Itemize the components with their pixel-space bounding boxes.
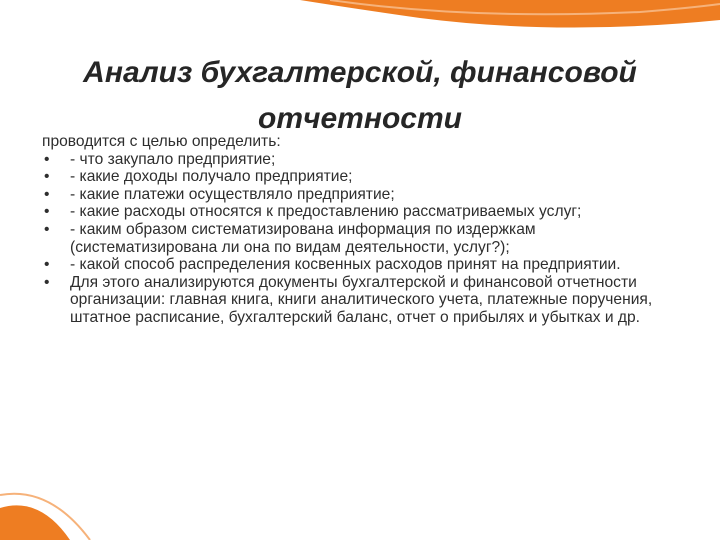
top-orange-thin-swoosh [330,0,720,14]
top-orange-swoosh [300,0,720,28]
bottom-orange-swoosh [0,505,70,540]
slide-body [42,133,682,327]
slide-title [40,50,680,142]
list-item-text: - какие доходы получало предприятие; [70,168,353,186]
intro-text: проводится с целью определить: [42,133,281,150]
list-item-text: - что закупало предприятие; [70,150,276,168]
slide-title-line-1: Анализ бухгалтерской, финансовой [83,56,637,90]
list-item [42,151,682,169]
bullet-dot-icon: • [44,256,50,274]
list-item-text: Для этого анализируются документы бухгалтерской и финансовой отчетности организации: главная книга, книги аналитического учета, платежные поручения, штатное расписание, бухгалтерский баланс, отчет о прибылях и убытках и др. [70,273,653,326]
bullet-dot-icon: • [44,168,50,186]
list-item [42,256,682,274]
list-item [42,186,682,204]
bullet-dot-icon: • [44,185,50,203]
list-item [42,221,682,256]
list-item-text: - какие платежи осуществляло предприятие; [70,185,395,203]
list-item [42,168,682,186]
bullet-dot-icon: • [44,150,50,168]
list-item-text: - каким образом систематизирована информация по издержкам (систематизирована ли она по видам деятельности, услуг?); [70,220,536,256]
slide-title-line-2: отчетности [258,102,462,136]
list-item-text: - какие расходы относятся к предоставлению рассматриваемых услуг; [70,203,582,221]
bullet-dot-icon: • [44,203,50,221]
bullet-list [42,151,682,327]
list-item [42,203,682,221]
bullet-dot-icon: • [44,273,50,291]
bullet-dot-icon: • [44,220,50,238]
bottom-orange-thin-swoosh [0,494,90,540]
list-item-text: - какой способ распределения косвенных расходов принят на предприятии. [70,256,621,274]
list-item [42,274,682,327]
